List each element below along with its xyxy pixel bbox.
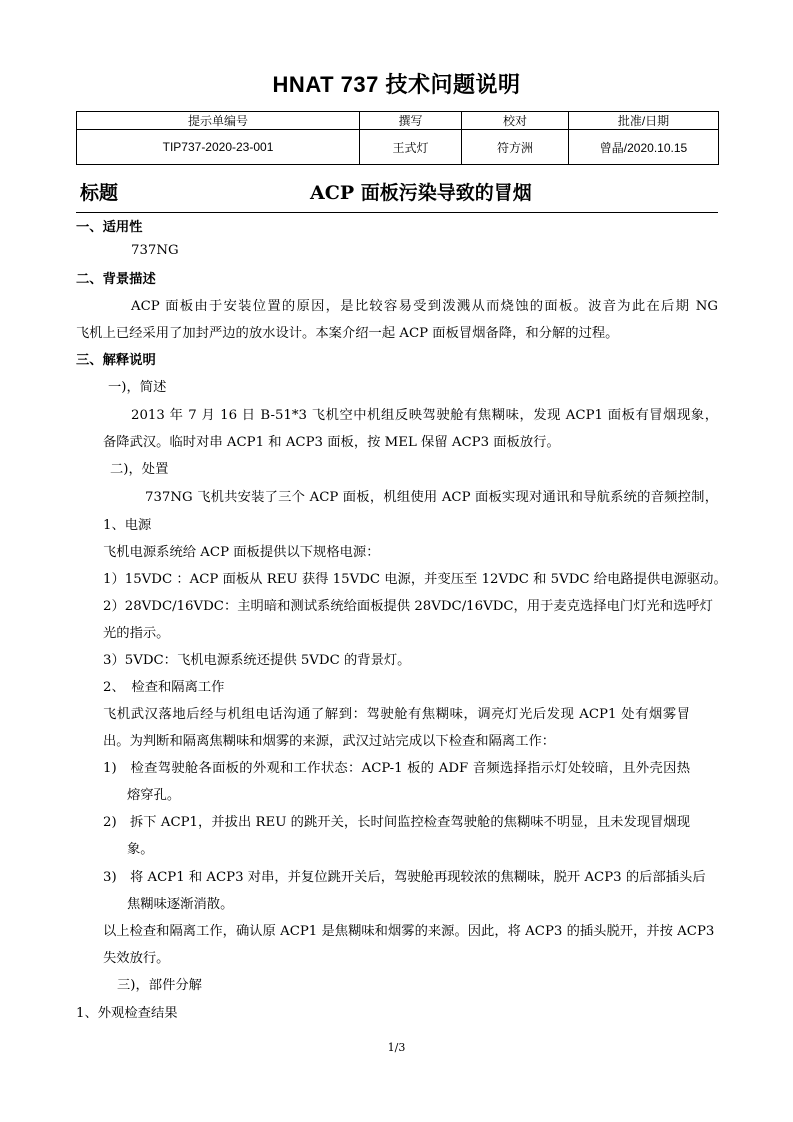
subject-label: 标题 bbox=[80, 182, 119, 204]
table-value-row bbox=[77, 130, 719, 165]
summary-line-2: 备降武汉。临时对串 ACP1 和 ACP3 面板，按 MEL 保留 ACP3 面板放行。 bbox=[103, 435, 560, 450]
value-tip-number: TIP737-2020-23-001 bbox=[77, 130, 360, 165]
table-header-row bbox=[77, 112, 719, 130]
background-paragraph-line-2: 飞机上已经采用了加封严边的放水设计。本案介绍一起 ACP 面板冒烟备降，和分解的过程。 bbox=[76, 326, 619, 341]
disposal-line-1: 737NG 飞机共安装了三个 ACP 面板，机组使用 ACP 面板实现对通讯和导航系统的音频控制， bbox=[145, 490, 718, 505]
check-item-1-line-2: 熔穿孔。 bbox=[127, 788, 181, 803]
check-item-3-line-2: 焦糊味逐渐消散。 bbox=[127, 897, 234, 912]
disposal-heading: 二)，处置 bbox=[110, 462, 169, 477]
summary-line-1: 2013 年 7 月 16 日 B-51*3 飞机空中机组反映驾驶舱有焦糊味，发现 ACP1 面板有冒烟现象， bbox=[131, 408, 718, 423]
header-tip-number: 提示单编号 bbox=[77, 112, 360, 130]
check-item-1-line-1: 1) 检查驾驶舱各面板的外观和工作状态：ACP-1 板的 ADF 音频选择指示灯处较暗，且外壳因热 bbox=[103, 761, 690, 776]
parts-breakdown-heading: 三)，部件分解 bbox=[117, 978, 202, 993]
section-background-heading: 二、背景描述 bbox=[76, 272, 156, 287]
power-item-3: 3）5VDC：飞机电源系统还提供 5VDC 的背景灯。 bbox=[103, 653, 411, 668]
value-proofreader: 符方洲 bbox=[462, 130, 569, 165]
tip-info-table bbox=[76, 111, 719, 165]
applicability-text: 737NG bbox=[131, 243, 179, 258]
check-item-3-line-1: 3) 将 ACP1 和 ACP3 对串，并复位跳开关后，驾驶舱再现较浓的焦糊味，脱开 ACP3 的后部插头后 bbox=[103, 870, 706, 885]
power-intro: 飞机电源系统给 ACP 面板提供以下规格电源： bbox=[103, 545, 380, 560]
subject-title: ACP 面板污染导致的冒烟 bbox=[310, 182, 532, 204]
power-item-2-line-1: 2）28VDC/16VDC：主明暗和测试系统给面板提供 28VDC/16VDC，用于麦克选择电门灯光和选呼灯 bbox=[103, 599, 713, 614]
header-approval-date: 批准/日期 bbox=[569, 112, 719, 130]
check-item-2-line-1: 2) 拆下 ACP1，并拔出 REU 的跳开关，长时间监控检查驾驶舱的焦糊味不明显，且未发现冒烟现 bbox=[103, 815, 690, 830]
page-number: 1/3 bbox=[387, 1041, 406, 1054]
conclusion-line-1: 以上检查和隔离工作，确认原 ACP1 是焦糊味和烟雾的来源。因此，将 ACP3 的插头脱开，并按 ACP3 bbox=[103, 924, 715, 939]
document-title: HNAT 737 技术问题说明 bbox=[272, 72, 521, 97]
header-proofreader: 校对 bbox=[462, 112, 569, 130]
visual-inspection-heading: 1、外观检查结果 bbox=[76, 1006, 178, 1021]
check-item-2-line-2: 象。 bbox=[127, 842, 154, 857]
value-approval-date: 曾晶/2020.10.15 bbox=[569, 130, 719, 165]
summary-heading: 一)，简述 bbox=[108, 380, 167, 395]
section-applicability-heading: 一、适用性 bbox=[76, 220, 143, 235]
check-line-1: 飞机武汉落地后经与机组电话沟通了解到：驾驶舱有焦糊味，调亮灯光后发现 ACP1 处有烟雾冒 bbox=[103, 707, 690, 722]
background-paragraph-line-1: ACP 面板由于安装位置的原因，是比较容易受到泼溅从而烧蚀的面板。波音为此在后期 NG bbox=[131, 299, 718, 314]
conclusion-line-2: 失效放行。 bbox=[103, 951, 170, 966]
power-item-1: 1）15VDC ：ACP 面板从 REU 获得 15VDC 电源，并变压至 12VDC 和 5VDC 给电路提供电源驱动。 bbox=[103, 572, 727, 587]
check-heading: 2、 检查和隔离工作 bbox=[103, 680, 225, 695]
header-author: 撰写 bbox=[360, 112, 462, 130]
power-heading: 1、电源 bbox=[103, 518, 152, 533]
power-item-2-line-2: 光的指示。 bbox=[103, 626, 170, 641]
check-line-2: 出。为判断和隔离焦糊味和烟雾的来源，武汉过站完成以下检查和隔离工作： bbox=[103, 734, 556, 749]
subject-row bbox=[76, 178, 718, 213]
section-explanation-heading: 三、解释说明 bbox=[76, 353, 156, 368]
value-author: 王式灯 bbox=[360, 130, 462, 165]
